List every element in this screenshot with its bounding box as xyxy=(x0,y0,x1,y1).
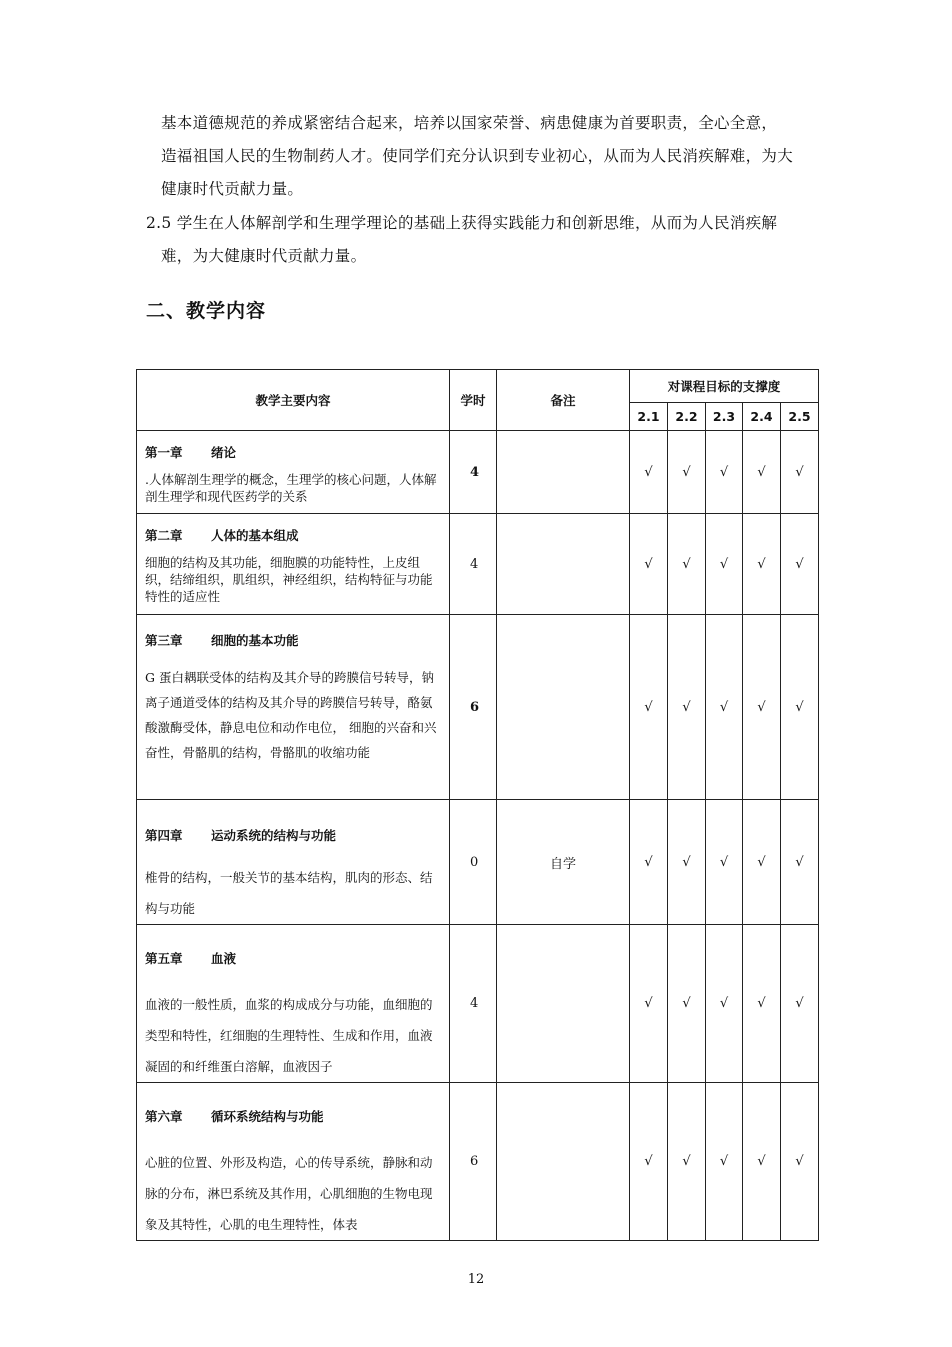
note-cell xyxy=(497,431,630,514)
chapter-heading xyxy=(145,1107,441,1125)
check-mark: √ xyxy=(630,615,668,800)
check-mark: √ xyxy=(630,514,668,615)
check-mark: √ xyxy=(668,615,706,800)
chapter-description: .人体解剖生理学的概念，生理学的核心问题，人体解剖生理学和现代医药学的关系 xyxy=(145,472,437,504)
chapter-heading xyxy=(145,949,441,967)
check-mark: √ xyxy=(630,800,668,925)
note-cell xyxy=(497,1083,630,1241)
check-mark: √ xyxy=(781,925,819,1083)
chapter-title: 细胞的基本功能 xyxy=(211,633,299,648)
teaching-content-table xyxy=(136,369,819,1241)
chapter-title: 血液 xyxy=(211,951,237,966)
check-mark: √ xyxy=(668,1083,706,1241)
check-mark: √ xyxy=(743,1083,781,1241)
check-mark: √ xyxy=(706,514,743,615)
check-mark: √ xyxy=(781,800,819,925)
header-hours: 学时 xyxy=(450,370,497,431)
chapter-number: 第二章 xyxy=(145,528,183,543)
check-mark: √ xyxy=(668,800,706,925)
chapter-title: 运动系统的结构与功能 xyxy=(211,828,337,843)
content-cell xyxy=(137,1083,450,1241)
check-mark: √ xyxy=(743,615,781,800)
table-row xyxy=(137,800,819,925)
table-row xyxy=(137,925,819,1083)
chapter-heading xyxy=(145,443,441,461)
content-cell xyxy=(137,615,450,800)
header-support: 对课程目标的支撑度 xyxy=(630,370,819,403)
page-number: 12 xyxy=(467,1272,485,1287)
table-row xyxy=(137,615,819,800)
chapter-number: 第五章 xyxy=(145,951,183,966)
chapter-number: 第一章 xyxy=(145,445,183,460)
chapter-description: G 蛋白耦联受体的结构及其介导的跨膜信号转导，钠离子通道受体的结构及其介导的跨膜信号转导，酪氨酸激酶受体，静息电位和动作电位， 细胞的兴奋和兴奋性，骨骼肌的结构，骨骼肌的收缩功能 xyxy=(145,670,437,760)
content-cell xyxy=(137,800,450,925)
note-cell xyxy=(497,925,630,1083)
chapter-title: 人体的基本组成 xyxy=(211,528,299,543)
check-mark: √ xyxy=(743,431,781,514)
hours-cell: 4 xyxy=(450,925,497,1083)
table-row xyxy=(137,431,819,514)
content-cell xyxy=(137,431,450,514)
chapter-title: 绪论 xyxy=(211,445,237,460)
check-mark: √ xyxy=(781,514,819,615)
note-cell xyxy=(497,615,630,800)
header-goal: 2.4 xyxy=(743,403,781,431)
table-row xyxy=(137,1083,819,1241)
check-mark: √ xyxy=(668,925,706,1083)
chapter-heading xyxy=(145,526,441,544)
intro-paragraph xyxy=(146,107,816,206)
hours-cell: 0 xyxy=(450,800,497,925)
objective-line: 2.5 学生在人体解剖学和生理学理论的基础上获得实践能力和创新思维，从而为人民消疾解 xyxy=(146,214,778,232)
chapter-description: 细胞的结构及其功能，细胞膜的功能特性，上皮组织，结缔组织，肌组织，神经组织，结构特征与功能特性的适应性 xyxy=(145,555,433,604)
check-mark: √ xyxy=(743,925,781,1083)
hours-cell: 4 xyxy=(450,514,497,615)
check-mark: √ xyxy=(781,431,819,514)
intro-line: 健康时代贡献力量。 xyxy=(161,180,304,198)
note-cell: 自学 xyxy=(497,800,630,925)
check-mark: √ xyxy=(706,800,743,925)
check-mark: √ xyxy=(706,431,743,514)
table-row xyxy=(137,514,819,615)
header-content: 教学主要内容 xyxy=(137,370,450,431)
check-mark: √ xyxy=(706,615,743,800)
check-mark: √ xyxy=(743,514,781,615)
chapter-heading xyxy=(145,631,441,649)
content-cell xyxy=(137,514,450,615)
objective-2-5 xyxy=(146,207,816,273)
hours-cell: 6 xyxy=(450,615,497,800)
check-mark: √ xyxy=(781,1083,819,1241)
chapter-description: 心脏的位置、外形及构造，心的传导系统，静脉和动脉的分布，淋巴系统及其作用，心肌细胞的生物电现象及其特性，心肌的电生理特性，体表 xyxy=(145,1155,433,1232)
section-heading: 二、教学内容 xyxy=(146,300,267,322)
hours-cell: 6 xyxy=(450,1083,497,1241)
note-cell xyxy=(497,514,630,615)
check-mark: √ xyxy=(706,925,743,1083)
chapter-description: 血液的一般性质，血浆的构成成分与功能，血细胞的类型和特性，红细胞的生理特性、生成和作用，血液凝固的和纤维蛋白溶解，血液因子 xyxy=(145,997,433,1074)
header-goal: 2.2 xyxy=(668,403,706,431)
chapter-number: 第三章 xyxy=(145,633,183,648)
check-mark: √ xyxy=(781,615,819,800)
check-mark: √ xyxy=(630,1083,668,1241)
check-mark: √ xyxy=(706,1083,743,1241)
check-mark: √ xyxy=(630,925,668,1083)
header-goal: 2.5 xyxy=(781,403,819,431)
header-note: 备注 xyxy=(497,370,630,431)
check-mark: √ xyxy=(743,800,781,925)
intro-line: 造福祖国人民的生物制药人才。使同学们充分认识到专业初心，从而为人民消疾解难，为大 xyxy=(161,147,794,165)
chapter-number: 第四章 xyxy=(145,828,183,843)
header-goal: 2.1 xyxy=(630,403,668,431)
chapter-number: 第六章 xyxy=(145,1109,183,1124)
intro-line: 基本道德规范的养成紧密结合起来，培养以国家荣誉、病患健康为首要职责，全心全意， xyxy=(161,114,778,132)
hours-cell: 4 xyxy=(450,431,497,514)
chapter-heading xyxy=(145,826,441,844)
content-cell xyxy=(137,925,450,1083)
chapter-title: 循环系统结构与功能 xyxy=(211,1109,324,1124)
header-goal: 2.3 xyxy=(706,403,743,431)
check-mark: √ xyxy=(630,431,668,514)
chapter-description: 椎骨的结构，一般关节的基本结构，肌肉的形态、结构与功能 xyxy=(145,870,433,916)
check-mark: √ xyxy=(668,431,706,514)
check-mark: √ xyxy=(668,514,706,615)
objective-line: 难，为大健康时代贡献力量。 xyxy=(161,247,367,265)
